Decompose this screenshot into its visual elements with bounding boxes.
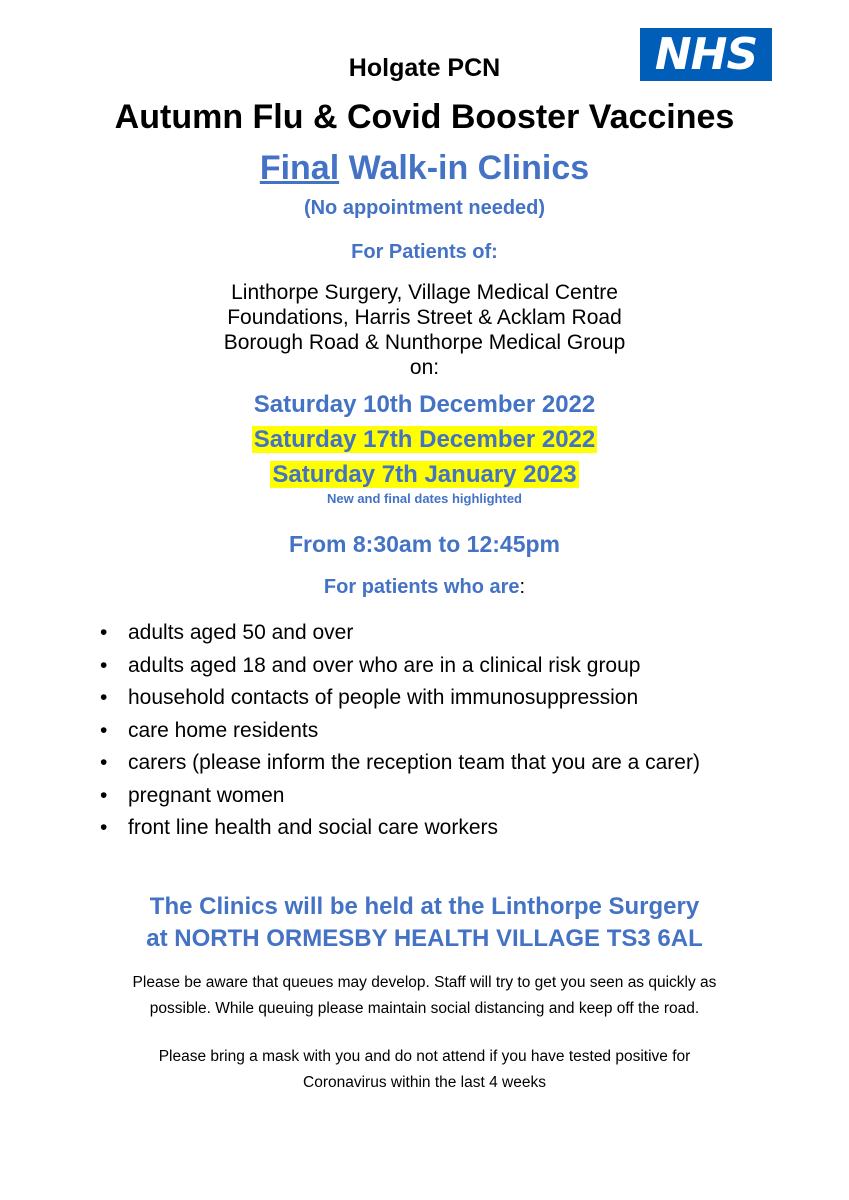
patients-heading: For Patients of: xyxy=(351,241,498,263)
eligibility-heading-colon: : xyxy=(519,576,526,598)
practice-line: Linthorpe Surgery, Village Medical Centre xyxy=(231,281,618,304)
notice-line: Please bring a mask with you and do not attend if you have tested positive for xyxy=(158,1048,691,1065)
eligibility-list xyxy=(100,617,760,845)
practice-line: on: xyxy=(409,356,440,379)
notice-line: Please be aware that queues may develop. Staff will try to get you seen as quickly as xyxy=(132,974,717,991)
clinic-date-label: Saturday 10th December 2022 xyxy=(253,391,596,418)
list-item: • adults aged 50 and over xyxy=(100,617,760,650)
queue-notice xyxy=(0,970,849,1022)
eligibility-heading-text: For patients who are xyxy=(323,576,520,598)
list-item: • care home residents xyxy=(100,715,760,748)
page-subtitle xyxy=(0,149,849,188)
clinic-time: From 8:30am to 12:45pm xyxy=(289,531,560,557)
list-item: • adults aged 18 and over who are in a clinical risk group xyxy=(100,650,760,683)
clinic-date-label-highlighted: Saturday 7th January 2023 xyxy=(272,461,577,488)
notice-line: possible. While queuing please maintain social distancing and keep off the road. xyxy=(149,1000,700,1017)
clinic-location xyxy=(0,891,849,955)
nhs-logo: NHS xyxy=(640,28,772,81)
clinic-dates xyxy=(0,387,849,492)
no-appointment-note: (No appointment needed) xyxy=(303,197,546,219)
clinic-date xyxy=(0,387,849,422)
list-item: • household contacts of people with immunosuppression xyxy=(100,682,760,715)
dates-note: New and final dates highlighted xyxy=(326,491,522,506)
organisation-name: Holgate PCN xyxy=(348,54,501,82)
list-item: • pregnant women xyxy=(100,780,760,813)
mask-notice xyxy=(0,1044,849,1096)
list-item: • front line health and social care workers xyxy=(100,812,760,845)
clinic-date xyxy=(0,457,849,492)
subtitle-emphasis: Final xyxy=(259,149,340,187)
page-title: Autumn Flu & Covid Booster Vaccines xyxy=(114,98,735,136)
notice-line: Coronavirus within the last 4 weeks xyxy=(303,1074,546,1091)
practice-line: Borough Road & Nunthorpe Medical Group xyxy=(223,331,626,354)
practice-line: Foundations, Harris Street & Acklam Road xyxy=(227,306,622,329)
list-item: • carers (please inform the reception team that you are a carer) xyxy=(100,747,760,780)
eligibility-heading xyxy=(0,576,849,599)
practice-list xyxy=(0,280,849,380)
clinic-date xyxy=(0,422,849,457)
clinic-date-label-highlighted: Saturday 17th December 2022 xyxy=(253,426,596,453)
location-line: The Clinics will be held at the Linthorpe Surgery xyxy=(149,893,700,920)
subtitle-rest: Walk-in Clinics xyxy=(339,149,590,187)
location-line: at NORTH ORMESBY HEALTH VILLAGE TS3 6AL xyxy=(146,925,703,952)
